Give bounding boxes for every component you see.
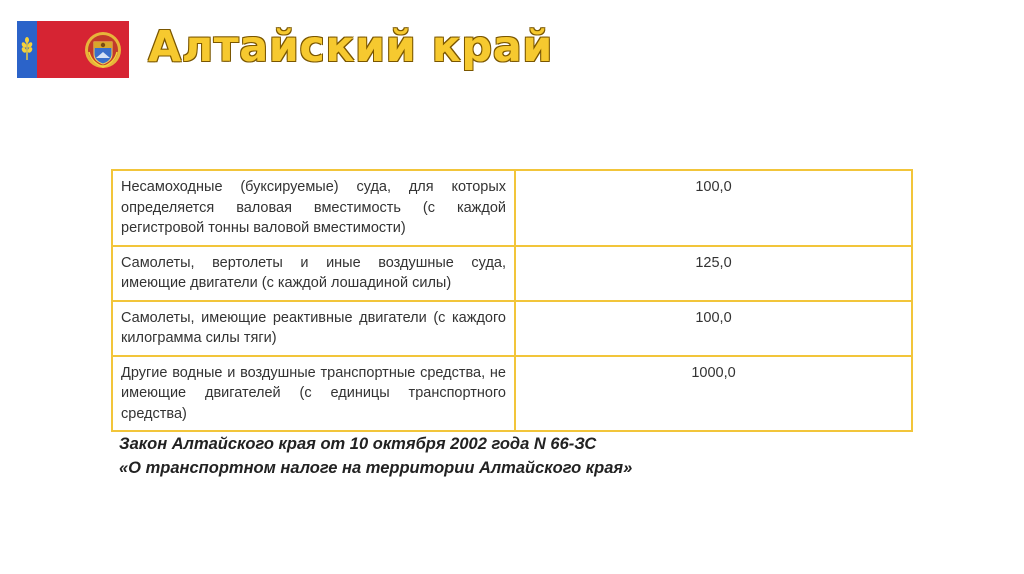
- table-row: [112, 170, 912, 246]
- tax-rate-cell: 100,0: [515, 170, 912, 246]
- table-row: [112, 246, 912, 301]
- law-title-line: Закон Алтайского края от 10 октября 2002 года N 66-ЗС: [119, 435, 597, 453]
- wheat-ear-icon: [19, 37, 35, 61]
- law-name-line: «О транспортном налоге на территории Алтайского края»: [119, 459, 633, 477]
- region-flag: [17, 21, 129, 78]
- vehicle-category-cell: Самолеты, имеющие реактивные двигатели (с каждого килограмма силы тяги): [112, 301, 515, 356]
- vehicle-category-cell: Самолеты, вертолеты и иные воздушные суда, имеющие двигатели (с каждой лошадиной силы): [112, 246, 515, 301]
- table-row: [112, 301, 912, 356]
- flag-blue-stripe: [17, 21, 37, 78]
- tax-rate-cell: 125,0: [515, 246, 912, 301]
- law-reference: [119, 432, 632, 480]
- transport-tax-table: [111, 169, 913, 432]
- tax-rate-cell: 100,0: [515, 301, 912, 356]
- page-title: Алтайский край: [148, 22, 553, 72]
- flag-red-field: [37, 21, 129, 78]
- table-row: [112, 356, 912, 432]
- vehicle-category-cell: Несамоходные (буксируемые) суда, для которых определяется валовая вместимость (с каждой регистровой тонны валовой вместимости): [112, 170, 515, 246]
- tax-rate-cell: 1000,0: [515, 356, 912, 432]
- vehicle-category-cell: Другие водные и воздушные транспортные средства, не имеющие двигателей (с единицы транспортного средства): [112, 356, 515, 432]
- coat-of-arms-emblem: [83, 30, 123, 70]
